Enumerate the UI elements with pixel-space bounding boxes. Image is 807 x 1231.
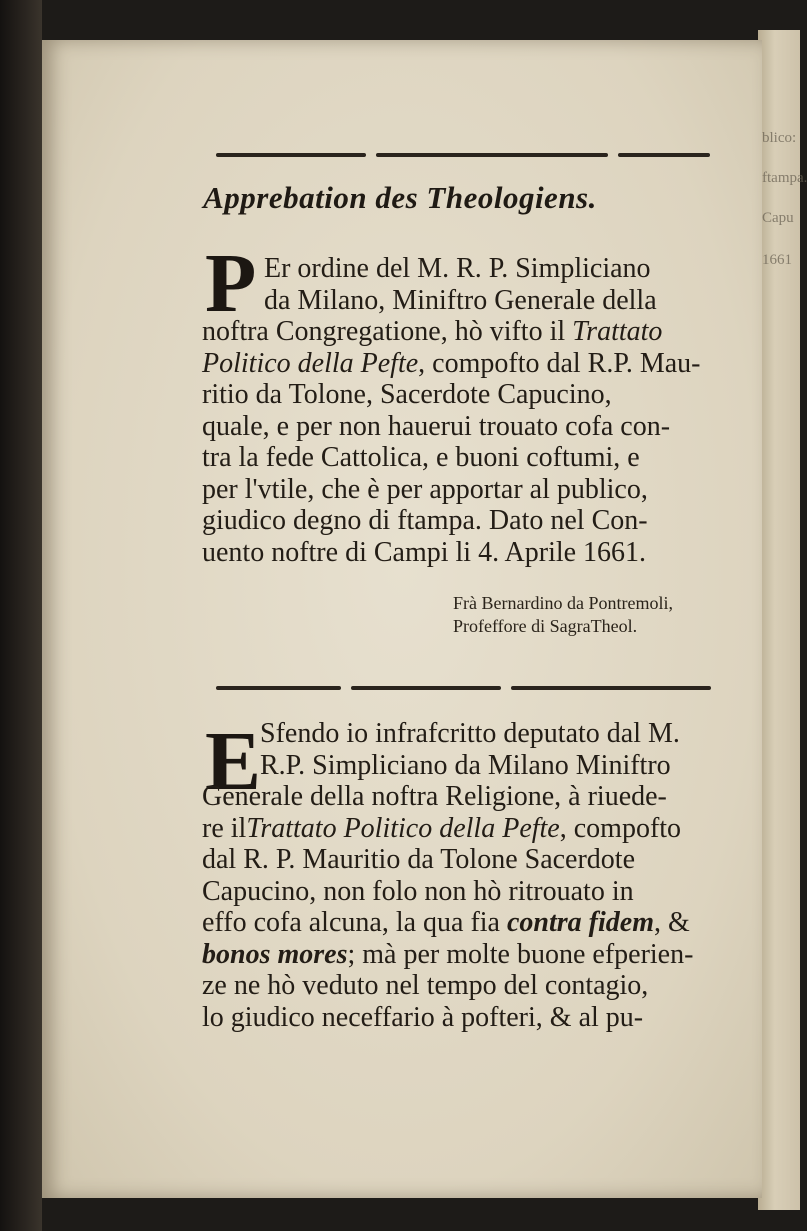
text-segment: , compofto xyxy=(559,812,682,844)
signature-line-1: Frà Bernardino da Pontremoli, xyxy=(453,593,673,613)
text-segment: contra fidem xyxy=(506,907,654,938)
text-segment: noftra Congregatione, hò vifto il xyxy=(202,316,573,347)
text-segment: ritio da Tolone, Sacerdote Capucino, xyxy=(202,379,612,410)
text-segment: uento noftre di Campi li 4. Aprile 1661. xyxy=(202,536,647,568)
text-segment: re il xyxy=(202,812,247,844)
margin-bleed-text: blico: xyxy=(762,130,797,146)
text-line xyxy=(202,505,722,537)
drop-cap-e: E xyxy=(205,715,262,808)
signature-line-2: Profeffore di SagraTheol. xyxy=(453,616,638,636)
text-segment: Trattato Politico della Pefte xyxy=(246,812,560,844)
text-line xyxy=(202,348,722,380)
text-line xyxy=(202,442,722,474)
text-line xyxy=(202,970,722,1002)
text-segment: per l'vtile, che è per apportar al publico, xyxy=(202,473,648,505)
text-line xyxy=(202,750,722,782)
page-heading: Apprebation des Theologiens. xyxy=(203,180,597,215)
text-line xyxy=(202,813,722,845)
text-line xyxy=(202,474,722,506)
ornamental-rule-top xyxy=(216,152,710,158)
text-line xyxy=(202,939,722,971)
text-segment: da Milano, Miniftro Generale della xyxy=(264,284,657,316)
text-segment: , & xyxy=(653,907,690,938)
text-segment: dal R. P. Mauritio da Tolone Sacerdote xyxy=(202,844,636,875)
text-segment: bonos mores xyxy=(202,938,348,970)
text-line xyxy=(202,718,722,750)
text-segment: Capucino, non folo non hò ritrouato in xyxy=(202,875,634,907)
text-segment: Trattato xyxy=(572,316,663,347)
text-line xyxy=(202,411,722,443)
text-segment: effo cofa alcuna, la qua fia xyxy=(202,907,507,938)
text-segment: giudico degno di ftampa. Dato nel Con- xyxy=(202,505,648,536)
text-segment: Er ordine del M. R. P. Simpliciano xyxy=(264,253,651,284)
text-segment: tra la fede Cattolica, e buoni coftumi, e xyxy=(202,442,640,473)
text-line xyxy=(202,537,722,569)
text-segment: quale, e per non hauerui trouato cofa con- xyxy=(202,410,671,442)
text-segment: Politico della Pefte xyxy=(202,347,419,379)
text-line xyxy=(202,907,722,939)
approval-text-2 xyxy=(202,715,722,1033)
text-segment: Generale della noftra Religione, à riuede- xyxy=(202,781,667,812)
text-segment: lo giudico neceffario à pofteri, & al pu- xyxy=(202,1001,644,1033)
text-line xyxy=(202,253,722,285)
margin-bleed-text: 1661 xyxy=(762,252,792,268)
text-line xyxy=(202,781,722,813)
drop-cap-p: P xyxy=(205,237,257,330)
text-line xyxy=(202,316,722,348)
text-line xyxy=(202,379,722,411)
text-segment: , compofto dal R.P. Mau- xyxy=(418,347,701,379)
text-line xyxy=(202,1002,722,1034)
text-segment: Sfendo io infrafcritto deputato dal M. xyxy=(260,718,680,749)
text-segment: ze ne hò veduto nel tempo del contagio, xyxy=(202,970,649,1001)
ornamental-rule-middle xyxy=(216,685,711,691)
text-line xyxy=(202,876,722,908)
text-segment: ; mà per molte buone efperien- xyxy=(347,938,694,970)
approval-text-1 xyxy=(202,253,722,568)
margin-bleed-text: ftampa. xyxy=(762,170,807,186)
text-segment: R.P. Simpliciano da Milano Miniftro xyxy=(260,749,671,781)
margin-bleed-text: Capu xyxy=(762,210,794,226)
text-line xyxy=(202,844,722,876)
text-line xyxy=(202,285,722,317)
